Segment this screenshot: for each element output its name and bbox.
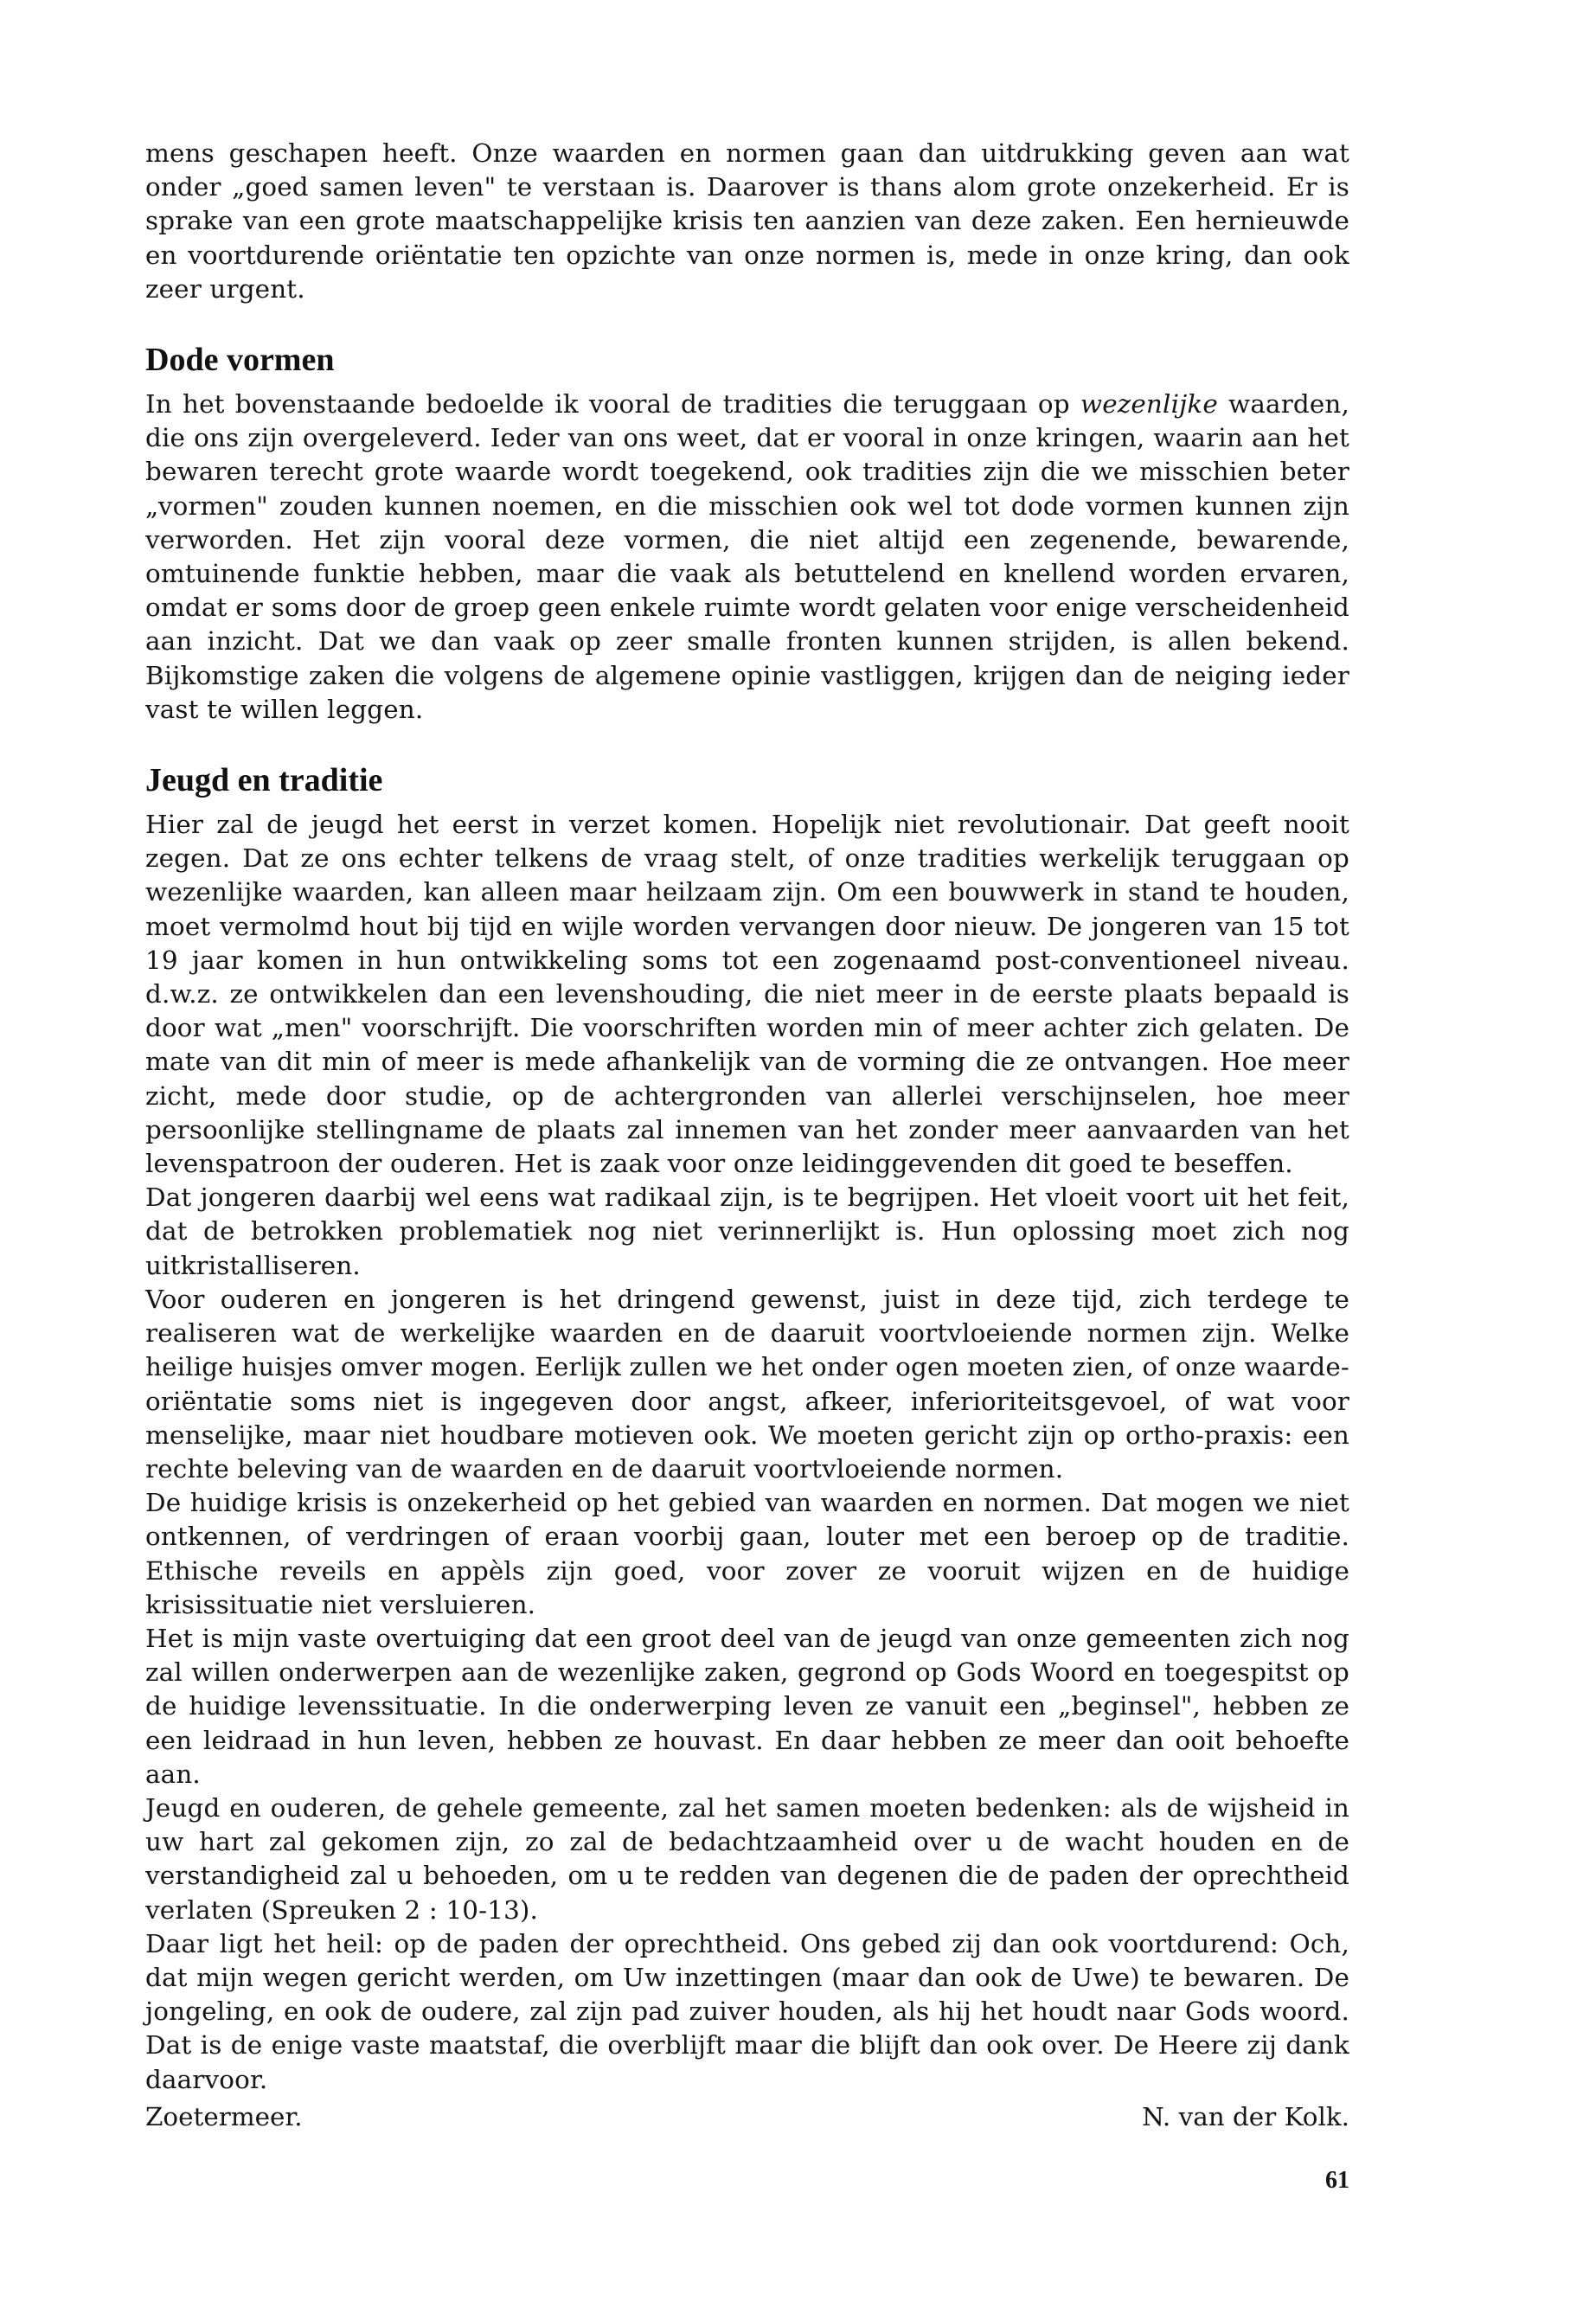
jeugd-paragraph-6: Jeugd en ouderen, de gehele gemeente, zal het samen moeten bedenken: als de wijsheid in uw hart zal gekomen zijn, zo zal de bedachtzaamheid over u de wacht houden en de verstandigheid zal u behoeden, om u te redden van degenen die de paden der oprechtheid verlaten (Spreuken 2 : 10-13). (145, 1792, 1349, 1925)
author-name: N. van der Kolk. (1142, 2102, 1349, 2131)
heading-jeugd-en-traditie: Jeugd en traditie (145, 762, 383, 799)
article-page (145, 137, 1349, 2097)
signature-row (145, 2099, 1349, 2134)
jeugd-paragraph-3: Voor ouderen en jongeren is het dringend gewenst, juist in deze tijd, zich terdege te realiseren wat de werkelijke waarden en de daaruit voortvloeiende normen zijn. Welke heilige huisjes omver mogen. Eerlijk zullen we het onder ogen moeten zien, of onze waarde-oriëntatie soms niet is ingegeven door angst, afkeer, inferioriteitsgevoel, of wat voor menselijke, maar niet houdbare motieven ook. We moeten gericht zijn op ortho-praxis: een rechte beleving van de waarden en de daaruit voortvloeiende normen. (145, 1284, 1349, 1484)
intro-paragraph: mens geschapen heeft. Onze waarden en normen gaan dan uitdrukking geven aan wat onder „goed samen leven" te verstaan is. Daarover is thans alom grote onzekerheid. Er is sprake van een grote maatschappelijke krisis ten aanzien van deze zaken. Een hernieuwde en voortdurende oriëntatie ten opzichte van onze normen is, mede in onze kring, dan ook zeer urgent. (145, 138, 1349, 304)
jeugd-paragraph-5: Het is mijn vaste overtuiging dat een groot deel van de jeugd van onze gemeenten zich nog zal willen onderwerpen aan de wezenlijke zaken, gegrond op Gods Woord en toegespitst op de huidige levenssituatie. In die onderwerping leven ze vanuit een „beginsel", hebben ze een leidraad in hun leven, hebben ze houvast. En daar hebben ze meer dan ooit behoefte aan. (145, 1623, 1349, 1789)
dode-vormen-italic-word: wezenlijke (1080, 389, 1218, 420)
jeugd-paragraph-1: Hier zal de jeugd het eerst in verzet komen. Hopelijk niet revolutionair. Dat geeft nooit zegen. Dat ze ons echter telkens de vraag stelt, of onze tradities werkelijk teruggaan op wezenlijke waarden, kan alleen maar heilzaam zijn. Om een bouwwerk in stand te houden, moet vermolmd hout bij tijd en wijle worden vervangen door nieuw. De jongeren van 15 tot 19 jaar komen in hun ontwikkeling soms tot een zogenaamd post-conventioneel niveau. d.w.z. ze ontwikkelen dan een levenshouding, die niet meer in de eerste plaats bepaald is door wat „men" voorschrijft. Die voorschriften worden min of meer achter zich gelaten. De mate van dit min of meer is mede afhankelijk van de vorming die ze ontvangen. Hoe meer zicht, mede door studie, op de achtergronden van allerlei verschijnselen, hoe meer persoonlijke stellingname de plaats zal innemen van het zonder meer aanvaarden van het levenspatroon der ouderen. Het is zaak voor onze leidinggevenden dit goed te beseffen. (145, 810, 1349, 1179)
jeugd-paragraph-7: Daar ligt het heil: op de paden der oprechtheid. Ons gebed zij dan ook voortdurend: Och, dat mijn wegen gericht werden, om Uw inzettingen (maar dan ook de Uwe) te bewaren. De jongeling, en ook de oudere, zal zijn pad zuiver houden, als hij het houdt naar Gods woord. Dat is de enige vaste maatstaf, die overblijft maar die blijft dan ook over. De Heere zij dank daarvoor. (145, 1928, 1349, 2094)
dode-vormen-text-start: In het bovenstaande bedoelde ik vooral de tradities die teruggaan op (145, 389, 1080, 420)
dode-vormen-paragraph (145, 388, 1349, 727)
place-name: Zoetermeer. (145, 2102, 303, 2131)
jeugd-paragraph-4: De huidige krisis is onzekerheid op het gebied van waarden en normen. Dat mogen we niet ontkennen, of verdringen of eraan voorbij gaan, louter met een beroep op de traditie. Ethische reveils en appèls zijn goed, voor zover ze vooruit wijzen en de huidige krisissituatie niet versluieren. (145, 1488, 1349, 1619)
jeugd-paragraph-2: Dat jongeren daarbij wel eens wat radikaal zijn, is te begrijpen. Het vloeit voort uit het feit, dat de betrokken problematiek nog niet verinnerlijkt is. Hun oplossing moet zich nog uitkristalliseren. (145, 1183, 1349, 1280)
heading-dode-vormen: Dode vormen (145, 342, 335, 379)
dode-vormen-text-end: waarden, die ons zijn overgeleverd. Ieder van ons weet, dat er vooral in onze kringen, waarin aan het bewaren terecht grote waarde wordt toegekend, ook tradities zijn die we misschien beter „vormen" zouden kunnen noemen, en die misschien ook wel tot dode vormen kunnen zijn verworden. Het zijn vooral deze vormen, die niet altijd een zegenende, bewarende, omtuinende funktie hebben, maar die vaak als betuttelend en knellend worden ervaren, omdat er soms door de groep geen enkele ruimte wordt gelaten voor enige verscheidenheid aan inzicht. Dat we dan vaak op zeer smalle fronten kunnen strijden, is allen bekend. Bijkomstige zaken die volgens de algemene opinie vastliggen, krijgen dan de neiging ieder vast te willen leggen. (145, 389, 1349, 724)
page-number: 61 (1325, 2167, 1349, 2194)
